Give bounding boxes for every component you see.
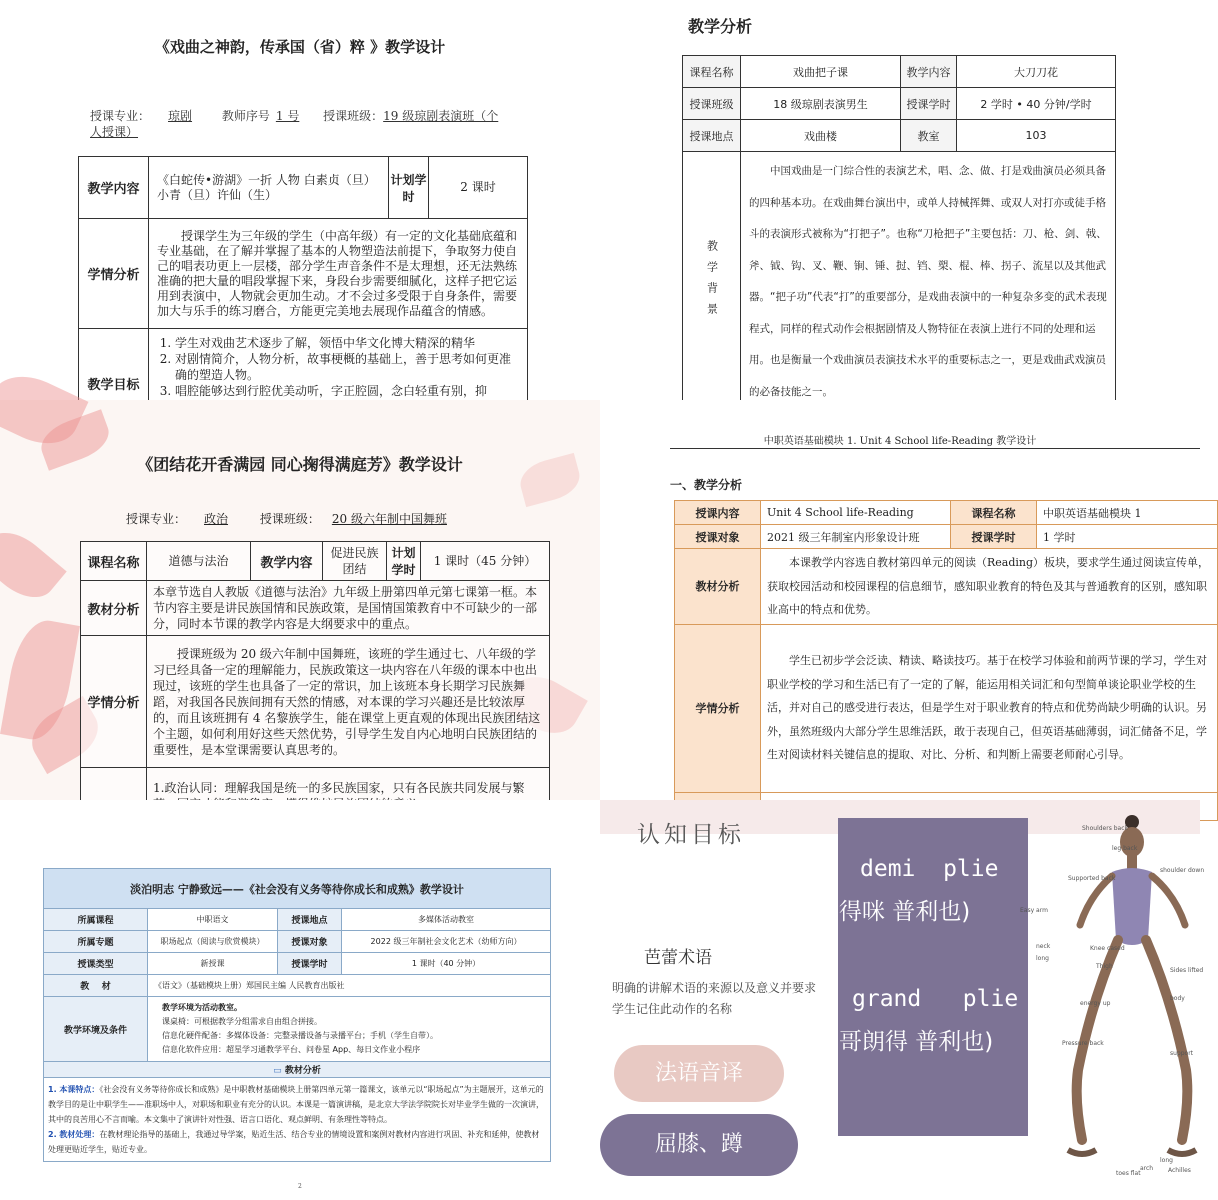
annotation-label: Supported back [1068,875,1116,882]
row-label: 学情分析 [81,636,147,768]
cell-value: 学生已初步学会泛读、精读、略读技巧。基于在校学习体验和前两节课的学习，学生对职业学校的学习和生活已有了一定的了解，能运用相关词汇和句型简单谈论职业学校的生活，并对自己的感受进行表达，但是学生对于职业教育的特点和优势尚缺少明确的认识。另外，虽然班级内大部分学生思维活跃，敢于表现自己，但英语基础薄弱，词汇储备不足，学生对阅读材料关键信息的提取、对比、分析、和判断上需要老师耐心引导。 [761,624,1218,792]
goal-item: 1. 学生对戏曲艺术逐步了解，领悟中华文化博大精深的精华 [175,335,519,351]
analysis-paragraph [48,1127,546,1157]
row-label: 学情分析 [79,219,149,329]
cell-value: 中职英语基础模块 1 [1037,501,1218,525]
row-label: 教学内容 [251,542,323,581]
env-line: 信息化硬件配备：多媒体设备：完整录播设备与录播平台；手机（学生自带）。 [162,1031,438,1040]
annotation-label: support [1170,1050,1194,1057]
cell-value: 《语文》（基础模块上册）郑国民主编 人民教育出版社 [148,975,551,997]
lesson-plan-opera [0,0,600,400]
lesson-table [78,156,528,439]
term-word: grand plie [852,986,1019,1012]
doc-meta [126,510,459,527]
meta-value: 1 号 [275,109,300,123]
meta-label: 授课专业： [90,109,151,123]
row-label: 教学内容 [79,157,149,219]
annotation-label: leg back [1112,845,1138,852]
term-pronunciation: (哥朗得 普利也) [830,1029,994,1055]
row-value: 《白蛇传•游湖》一折 人物 白素贞（旦）小青（旦）许仙（生） [149,157,389,219]
cell-value: 中职语文 [148,909,278,931]
annotation-label: Knee cased [1090,945,1125,952]
cell-value: 本课教学内容选自教材第四单元的阅读（Reading）板块，要求学生通过阅读宣传单，获取校园活动和校园课程的信息细节，感知职业教育的特色及其与普通教育的区别，感知职业高中的特点和优势。 [761,549,1218,625]
row-label: 教材分析 [81,581,147,636]
cell-value: 103 [957,120,1116,152]
env-line: 信息化软件应用：超星学习通教学平台、问卷星 App、每日文作业小程序 [162,1045,421,1054]
ballet-terms-slide [600,800,1205,1200]
cell-label: 课程名称 [951,501,1037,525]
cell-value: 职场起点（阅读与欣赏模块） [148,931,278,953]
paragraph-label: 2. 教材处理： [48,1130,100,1139]
annotation-label: neck [1036,943,1051,950]
meta-value: 政治 [204,512,229,526]
subsection-title: 教材分析 [284,1066,321,1076]
section-heading: 教学分析 [688,17,753,36]
cell-label: 授课学时 [951,525,1037,549]
meta-label: 授课专业： [126,512,187,526]
cell-label: 所属专题 [44,931,148,953]
lesson-plan-weapons [600,0,1200,400]
cell-value: 18 级琼剧表演男生 [741,88,901,120]
page-number: 2 [298,1183,302,1190]
annotation-label: toes flat [1116,1170,1141,1177]
annotation-label: Sides lifted [1170,967,1204,974]
header-rule [670,448,1200,449]
french-transliteration-button[interactable]: 法语音译 [614,1045,784,1102]
annotation-label: long [1160,1157,1173,1164]
cell-value: 2022 级三年制社会文化艺术（幼师方向） [342,931,551,953]
cell-label: 授课班级 [683,88,741,120]
lesson-plan-chinese [0,800,600,1200]
meta-label: 授课班级： [259,512,320,526]
cell-value: 多媒体活动教室 [342,909,551,931]
cell-value: 戏曲楼 [741,120,901,152]
cell-label: 授课地点 [683,120,741,152]
cell-value: 2 学时 • 40 分钟/学时 [957,88,1116,120]
doc-title: 《团结花开香满园 同心掬得满庭芳》教学设计 [137,455,463,474]
meta-value: 20 级六年制中国舞班 [331,512,447,526]
annotation-label: body [1170,995,1185,1002]
term-pronunciation: (得咪 普利也) [830,899,971,925]
cell-value: Unit 4 School life-Reading [761,501,951,525]
cell-label: 授课学时 [278,953,342,975]
cell-label: 教学环境及条件 [44,997,148,1062]
lesson-plan-english [600,400,1210,800]
cell-label: 课程名称 [683,56,741,88]
env-line: 课桌椅：可根据教学分组需求自由组合拼接。 [162,1017,322,1026]
env-list [148,997,551,1062]
row-value: 2 课时 [429,157,528,219]
annotation-label: energy up [1080,1000,1111,1007]
row-label: 计划学时 [387,542,421,581]
row-value: 授课班级为 20 级六年制中国舞班，该班的学生通过七、八年级的学习已经具备一定的理解能力，民族政策这一块内容在八年级的课本中也出现过，该班的学生也具备了一定的常识，加上该班本身长期学习民族舞蹈，对我国各民族间拥有天然的情感，对本课的学习兴趣还是比较浓厚的，而且该班拥有 4 名黎族学生，能在课堂上更直观的体现出民族团结这个主题，如何利用好这些天然优势，引导学生发自内心地明白民族团结的重要性，是本堂课需要认真思考的。 [147,636,550,768]
cell-value: 戏曲把子课 [741,56,901,88]
doc-meta [90,108,520,140]
background-label [683,152,741,413]
row-value: 本章节选自人教版《道德与法治》九年级上册第四单元第七课第一框。本节内容主要是讲民族国情和民族政策，是国情国策教育中不可缺少的一部分，同时本节课的教学内容是大纲要求中的重点。 [147,581,550,636]
row-value: 1 课时（45 分钟） [421,542,550,581]
cell-value: 1 学时 [1037,525,1218,549]
cell-value: 2021 级三年制室内形象设计班 [761,525,951,549]
annotation-label: shoulder down [1160,867,1205,874]
analysis-body [44,1078,551,1162]
meta-label: 教师序号 [221,109,270,123]
ballet-dancer-illustration [1020,800,1205,1200]
lesson-table [80,541,550,828]
annotation-label: Shoulders back [1082,825,1129,832]
term-word: demi plie [860,856,999,882]
row-label: 教学目标 [79,329,149,439]
cell-value: 1 课时（40 分钟） [342,953,551,975]
cell-label: 授课对象 [278,931,342,953]
section-heading: 一、教学分析 [670,478,743,492]
cell-label: 教学内容 [901,56,957,88]
cell-label: 授课学时 [901,88,957,120]
analysis-table [682,55,1116,413]
flower-petal-decoration [0,520,67,610]
meta-value: 琼剧 [168,109,193,123]
row-value: 促进民族团结 [323,542,387,581]
cell-label: 所属课程 [44,909,148,931]
goal-item: 3. 唱腔能够达到行腔优美动听，字正腔圆，念白轻重有别，抑 [175,383,519,399]
lesson-plan-ethnic-unity [0,400,600,800]
env-line: 教学环境为活动教室。 [162,1003,242,1012]
cell-label: 授课对象 [675,525,761,549]
annotation-label: Achilles [1168,1167,1191,1174]
cell-value: 新授课 [148,953,278,975]
row-value: 授课学生为三年级的学生（中高年级）有一定的文化基础底蕴和专业基础，在了解并掌握了基本的人物塑造法前提下，争取努力使自己的唱表功更上一层楼，部分学生声音条件不是太理想，还无法熟练准确的把大量的唱段掌握下来，身段台步需要细腻化，这样子把它运用到表演中，人物就会更加生动。才不会过多受限于自身条件，需要加大与乐手的练习磨合，方能更完美地去展现作品蕴含的情感。 [149,219,528,329]
paragraph-text: 在教材理论指导的基础上，我通过导学案，贴近生活、结合专业的情境设置和案例对教材内容进行巩固、补充和延伸，使教材处理更贴近学生，贴近专业。 [48,1130,540,1154]
slide-title: 认知目标 [637,822,745,848]
meta-value: 人授课） [90,125,139,139]
cell-label: 教室 [901,120,957,152]
background-label-text: 教学背景 [705,240,719,324]
cell-label: 教材分析 [675,549,761,625]
cell-label: 教 材 [44,975,148,997]
paragraph-text: 《社会没有义务等待你成长和成熟》是中职教材基础模块上册第四单元第一篇课文，该单元以“职场起点”为主题展开，这单元的教学目的是让中职学生——准职场中人，对职场和职业有充分的认识。本课是一篇演讲稿，是北京大学法学院院长对毕业学生做的一次演讲，其中的良苦用心不言而喻。本文集中了演讲针对性强、语言口语化、观点鲜明、有条理性等特点。 [48,1085,544,1124]
term-description: 明确的讲解术语的来源以及意义并要求学生记住此动作的名称 [612,981,817,1016]
meta-value: 19 级琼剧表演班（个 [383,109,499,123]
term-card [830,818,1028,1136]
row-value: 1.政治认同：理解我国是统一的多民族国家，只有各民族共同发展与繁 [147,768,550,828]
cell-label: 授课地点 [278,909,342,931]
annotation-label: long [1036,955,1049,962]
cell-label: 学情分析 [675,624,761,792]
analysis-table [674,500,1218,821]
doc-header: 中职英语基础模块 1. Unit 4 School life-Reading 教学设计 [763,436,1037,447]
lesson-table [43,868,551,1162]
cell-value: 大刀刀花 [957,56,1116,88]
meta-label: 授课班级： [323,109,384,123]
annotation-label: Thigh [1096,963,1113,970]
doc-title: 《戏曲之神韵，传承国（省）粹 》教学设计 [154,38,446,56]
paragraph-label: 1. 本课特点： [48,1085,100,1094]
bend-squat-button[interactable]: 屈膝、蹲 [600,1114,798,1176]
row-label: 计划学时 [389,157,429,219]
background-text: 中国戏曲是一门综合性的表演艺术，唱、念、做、打是戏曲演员必须具备的四种基本功。在戏曲舞台演出中，或单人持械挥舞、或双人对打亦或徒手格斗的表演形式被称为“打把子”。也称“刀枪把子”主要包括：刀、枪、剑、戟、斧、钺、钩、叉、鞭、锏、锤、挝、铛、槊、棍、棒、拐子、流星以及其他武器。“把子功”代表“打”的重要部分，是戏曲表演中的一种复杂多变的武术表现程式，同样的程式动作会根据剧情及人物特征在表演上进行不同的处理和运用。也是衡量一个戏曲演员表演技术水平的重要标志之一，更是戏曲武戏演员的必备技能之一。 [741,152,1116,413]
analysis-paragraph [48,1082,546,1127]
goal-item: 2. 对剧情简介，人物分析，故事梗概的基础上，善于思考如何更准确的塑造人物。 [175,351,519,383]
book-icon: ▭ [273,1066,282,1076]
term-heading: 芭蕾术语 [644,948,712,968]
cell-label: 授课类型 [44,953,148,975]
doc-title: 淡泊明志 宁静致远——《社会没有义务等待你成长和成熟》教学设计 [44,869,551,909]
annotation-label: Easy arm [1020,907,1048,914]
annotation-label: arch [1140,1165,1154,1172]
row-label: 课程名称 [81,542,147,581]
row-value: 道德与法治 [147,542,251,581]
cell-label: 授课内容 [675,501,761,525]
annotation-label: Pressure back [1062,1040,1104,1047]
subsection-heading [44,1062,551,1078]
